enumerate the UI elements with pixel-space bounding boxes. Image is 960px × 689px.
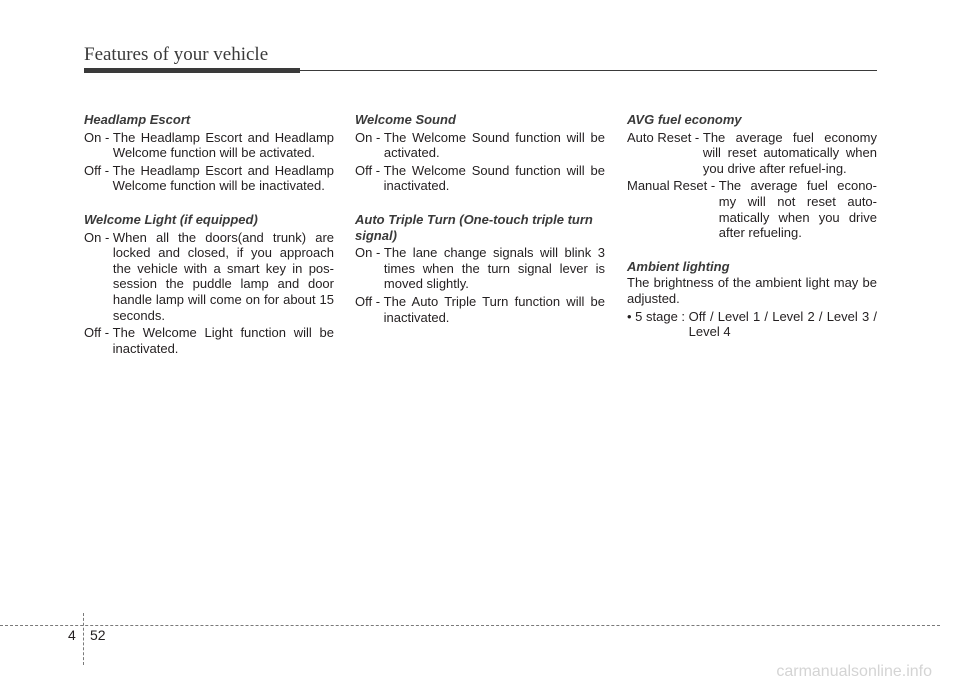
header-rule [300,70,877,71]
option-label: Off - [84,325,113,341]
section-text: The brightness of the ambient light may be adjusted. [627,275,877,306]
option-item [355,163,605,194]
option-text: The lane change signals will blink 3 times when the turn signal lever is moved slightly. [383,245,605,292]
option-text: The average fuel economy will reset automatically when you drive after refuel-ing. [702,129,877,176]
option-text: The Headlamp Escort and Headlamp Welcome function will be inactivated. [112,162,334,194]
section-title: Ambient lighting [627,258,730,274]
option-item [84,325,334,356]
option-item [627,178,877,240]
option-label: Auto Reset - [627,129,703,145]
column-2 [355,112,605,343]
option-label: • 5 stage : [627,308,689,324]
option-label: On - [84,229,113,245]
option-text: When all the doors(and trunk) are locked and closed, if you approach the vehicle with a smart key in pos-session the puddle lamp and door handle lamp will come on for about 15 seconds. [112,229,334,323]
option-item [627,309,877,340]
option-label: On - [355,245,384,261]
option-label: Off - [355,162,384,178]
watermark: carmanualsonline.info [776,663,932,680]
page-header-title: Features of your vehicle [84,44,269,65]
option-label: On - [84,129,113,145]
chapter-number: 4 [68,627,76,643]
option-item [355,130,605,161]
option-item [355,245,605,292]
option-label: Manual Reset - [627,178,719,194]
option-item [355,294,605,325]
section-welcome-light [84,212,334,356]
section-title: Welcome Sound [355,112,456,127]
option-text: The Welcome Sound function will be activated. [383,129,605,161]
option-text: The Auto Triple Turn function will be inactivated. [383,293,605,325]
option-item [627,130,877,177]
option-label: Off - [355,293,384,309]
option-text: Off / Level 1 / Level 2 / Level 3 / Level 4 [688,308,877,340]
option-text: The average fuel econo-my will not reset auto-matically when you drive after refueling. [718,178,877,241]
option-text: The Welcome Sound function will be inactivated. [383,162,605,194]
column-1 [84,112,334,374]
section-auto-triple-turn [355,212,605,325]
section-title: Auto Triple Turn (One-touch triple turn signal) [355,211,593,243]
option-label: Off - [84,162,113,178]
section-headlamp-escort [84,112,334,194]
page-number: 52 [90,627,106,643]
section-title: AVG fuel economy [627,112,742,127]
footer-vertical-divider [83,613,84,665]
section-title: Headlamp Escort [84,112,191,127]
footer-divider [0,625,940,626]
option-item [84,230,334,324]
column-3 [627,112,877,358]
header-bar [84,68,300,73]
section-ambient-lighting [627,259,877,340]
option-label: On - [355,129,384,145]
section-welcome-sound [355,112,605,194]
option-item [84,130,334,161]
section-avg-fuel-economy [627,112,877,241]
option-text: The Headlamp Escort and Headlamp Welcome function will be activated. [112,129,334,161]
option-item [84,163,334,194]
option-text: The Welcome Light function will be inactivated. [112,325,334,356]
section-title: Welcome Light (if equipped) [84,211,258,227]
